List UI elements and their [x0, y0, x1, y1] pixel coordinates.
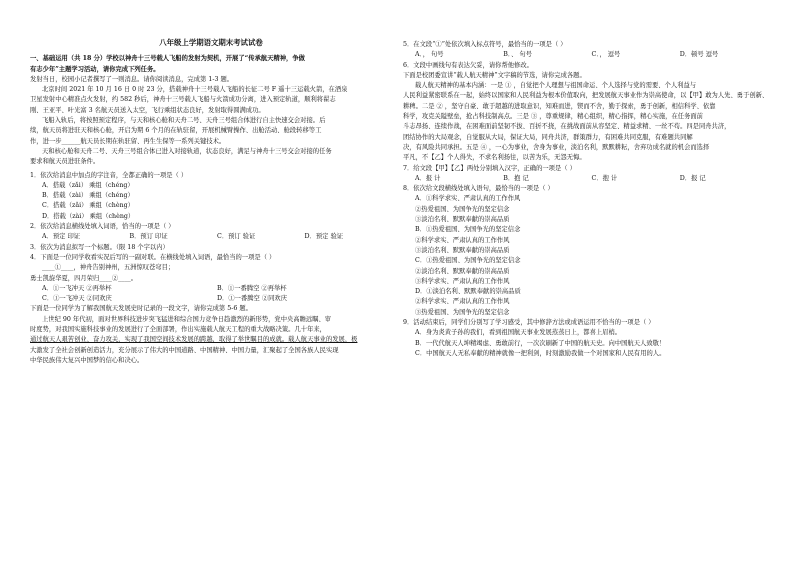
option-a[interactable]: A．报 计: [415, 174, 441, 182]
history-line: 大激发了全社会创新创造活力，充分展示了伟大的中国道路、中国精神、中国力量，汇聚起了全国各族人民实现: [30, 346, 339, 354]
right-column: [403, 40, 768, 359]
option-d[interactable]: D．顿号 逗号: [679, 51, 719, 59]
question-8: 8．依次给文段横线处填入语句，最恰当的一项是（ ）: [403, 185, 554, 193]
spirit-line: 决，有风险共同承担。五是 ④ ，一心为事业，舍身为事业，淡泊名利，默默耕耘，舍弃功成名就的机会而选择: [403, 143, 710, 151]
option-a[interactable]: A．身为炎黄子孙的我们，看到祖国航天事业发展蒸蒸日上，都喜上眉梢。: [415, 329, 622, 337]
news-paragraph: 天和核心舱和天舟二号、天舟三号组合体已进入对接轨道，状态良好，满足与神舟十三号交会对接的任务: [42, 147, 332, 155]
option-a[interactable]: A．①科学求实、严肃认真的工作作风: [415, 195, 521, 203]
question-4: 4．下面是一位同学收看实况后写的一副对联。在横线处填入词语，最恰当的一项是（ ）: [30, 253, 276, 261]
spirit-line: 团结协作的大局观念，自觉服从大局，保证大局，同舟共济，群策群力，有困难共同克服，有难题共同解: [403, 133, 693, 141]
question-1: 1．依次给消息中加点的字注音，全都正确的一项是（ ）: [30, 171, 188, 179]
spirit-line: 科学，攻克关隘壁垒，抢占科技制高点。三是 ③ ，尊重规律，精心组织，精心指挥，精心实施，在任务面前: [403, 113, 703, 121]
option-b[interactable]: B．①热爱祖国、为国争光的坚定信念: [415, 226, 521, 234]
question-6: 6．文段中画线句有表达欠妥，请你帮他修改。: [403, 61, 533, 69]
spirit-line: 平凡，不【乙】个人得失，不求名利扬往，以苦为乐，无怨无悔。: [403, 154, 586, 162]
option-d[interactable]: D．搭载（zài） 乘组（chèng）: [42, 212, 135, 220]
option-c[interactable]: C．①一飞冲天 ②同欢庆: [42, 295, 112, 303]
option-c[interactable]: C．①热爱祖国、为国争光的坚定信念: [415, 257, 521, 265]
option-c-line: ③科学求实、严肃认真的工作作风: [415, 277, 510, 285]
question-9: 9．活动结束后，同学们分别写了学习感受，其中修辞方法或成语运用不恰当的一项是（ ）: [403, 319, 655, 327]
history-paragraph: 上世纪 90 年代初，面对世界科技进步突飞猛进和综合国力竞争日趋激烈的新形势，党中央高瞻远瞩、审: [42, 315, 332, 323]
news-line: 卫星发射中心精准点火发射，约 582 秒后，神舟十三号载人飞船与火箭成功分离，进入预定轨道，顺利将翟志: [30, 96, 336, 104]
passage-intro: 发射当日，校园小记者撰写了一则消息。请你阅读消息，完成第 1-3 题。: [30, 75, 234, 83]
history-line: 时度势，对我国实施科技事业的发展进行了全面部署，作出实施载人航天工程的重大战略决策。几十年来，: [30, 326, 326, 334]
question-5: 5．在文段“①”处依次填入标点符号，最恰当的一项是（ ）: [403, 41, 567, 48]
option-b[interactable]: B．抱 记: [503, 174, 529, 182]
passage-intro: 下面是校团委宣讲“载人航天精神”文字稿的节选，请你完成各题。: [403, 71, 586, 79]
news-line: 作，进一步______航天员长期在轨驻留、再生生保等一系列关键技术。: [30, 137, 226, 145]
passage-intro: 下面是一位同学为了解我国航天发展史时记录的一段文字，请你完成第 5-6 题。: [30, 305, 252, 313]
spirit-line: 人民利益紧密联系在一起，始终以国家和人民利益为根本价值取向，把发展航天事业作为崇高使命，以【甲】敢为人先、勇于创新、: [403, 92, 768, 100]
spirit-line: 斗志昂扬、连续作战，在困难面前坚韧不拔、百折不挠，在挑战面前从容坚定、精益求精、一丝不苟。四是同舟共济，: [403, 123, 731, 131]
option-d[interactable]: D．报 记: [679, 174, 706, 182]
option-d-line: ②科学求实、严肃认真的工作作风: [415, 298, 510, 306]
section-heading: 一、基础运用（共 18 分）学校以神舟十三号载人飞船的发射为契机，开展了“传承航天精神，争做: [30, 55, 305, 63]
option-b-line: ③淡泊名利、默默奉献的崇高品质: [415, 246, 510, 254]
option-d[interactable]: D．①淡泊名利、默默奉献的崇高品质: [415, 288, 521, 296]
question-5-options: [403, 50, 768, 60]
option-c[interactable]: C．中国航天人无私奉献的精神就像一把利剑，时刻激励我做一个对国家和人民有用的人。: [415, 349, 666, 357]
left-column: [30, 38, 392, 366]
option-b[interactable]: B．①一番腾空 ②再举杯: [217, 284, 287, 292]
spirit-paragraph: 载人航天精神的基本内涵：一是 ① ，自觉把个人理想与祖国命运、个人选择与党的需要、个人利益与: [415, 82, 697, 90]
option-c[interactable]: C．搭载（zǎi） 乘组（chèng）: [42, 202, 134, 210]
question-7: 7．给文段【甲】【乙】两处分别填入汉字，正确的一项是（ ）: [403, 164, 576, 172]
news-line: 刚、王亚平、叶光富 3 名航天员送入太空，飞行乘组状态良好，发射取得圆满成功。: [30, 106, 265, 114]
question-4-options-row-1: [30, 284, 392, 294]
option-a[interactable]: A．， 句号: [415, 51, 444, 59]
option-d[interactable]: D．①一番腾空 ②同欢庆: [217, 295, 288, 303]
question-2: 2．依次给消息横线处填入词语，恰当的一项是（ ）: [30, 223, 175, 231]
news-line: 续，航天员将进驻天和核心舱，开启为期 6 个月的在轨驻留，开展机械臂操作、出舱活动、舱段转移等工: [30, 127, 322, 135]
option-c[interactable]: C．， 逗号: [591, 51, 621, 59]
option-c[interactable]: C．预订 验证: [217, 233, 256, 241]
option-b[interactable]: B．一代代航天人坤精竭虑、勇敢前行，一次次刷新了中国的航天史。向中国航天人致敬！: [415, 339, 666, 347]
underlined-sentence: 通过航天人艰苦创业、奋力攻关，实现了我国空间技术发展的跨越，取得了举世瞩目的成就。载人航天事业的发展，极: [30, 336, 358, 344]
option-a-line: ②热爱祖国、为国争光的坚定信念: [415, 205, 510, 213]
couplet-line-2: 勇士凯旋华夏，四月荣归____②____。: [30, 274, 138, 282]
question-3: 3．依次为消息拟写一个标题。（限 18 个字以内）: [30, 243, 169, 251]
question-7-options: [403, 174, 768, 184]
option-d[interactable]: D．预定 验证: [304, 233, 344, 241]
news-line: 要求和航天员进驻条件。: [30, 158, 100, 166]
question-4-options-row-2: [30, 294, 392, 304]
spirit-line: 耕稗。二是 ② ，坚守自豪、敢于超越的进取意识，知难而进，锲而不舍，勤于探索，勇于创新，相信科学、依靠: [403, 102, 716, 110]
option-b-line: ②科学求实、严肃认真的工作作风: [415, 236, 510, 244]
news-paragraph: 飞船入轨后，将按照预定程序，与天和核心舱和天舟二号、天舟三号组合体进行自主快速交会对接。后: [42, 117, 326, 125]
option-a-line: ③淡泊名利、默默奉献的崇高品质: [415, 216, 510, 224]
option-a[interactable]: A．预定 印证: [42, 233, 81, 241]
section-heading-cont: 有志少年”主题学习活动，请你完成下列任务。: [30, 65, 160, 73]
option-d-line: ③热爱祖国、为国争光的坚定信念: [415, 308, 510, 316]
option-a[interactable]: A．搭载（zǎi） 乘组（chéng）: [42, 181, 134, 189]
exam-title: 八年级上学期语文期末考试试卷: [159, 38, 263, 47]
couplet-line-1: ____①____，神舟告别神州，五洲惊叹苍穹目；: [42, 264, 175, 272]
option-a[interactable]: A．①一飞冲天 ②再举杯: [42, 284, 112, 292]
option-b[interactable]: B．预订 印证: [129, 233, 168, 241]
option-b[interactable]: B．、 句号: [503, 51, 532, 59]
question-2-options: [30, 232, 392, 242]
option-b[interactable]: B．搭载（zài） 乘组（chéng）: [42, 192, 134, 200]
history-line: 中华民族伟大复兴中国梦的信心和决心。: [30, 356, 144, 364]
option-c-line: ②淡泊名利、默默奉献的崇高品质: [415, 267, 510, 275]
option-c[interactable]: C．抱 计: [591, 174, 618, 182]
news-paragraph: 北京时间 2021 年 10 月 16 日 0 时 23 分，搭载神舟十三号载人飞船的长征二号 F 遥十三运载火箭，在酒泉: [42, 86, 348, 94]
